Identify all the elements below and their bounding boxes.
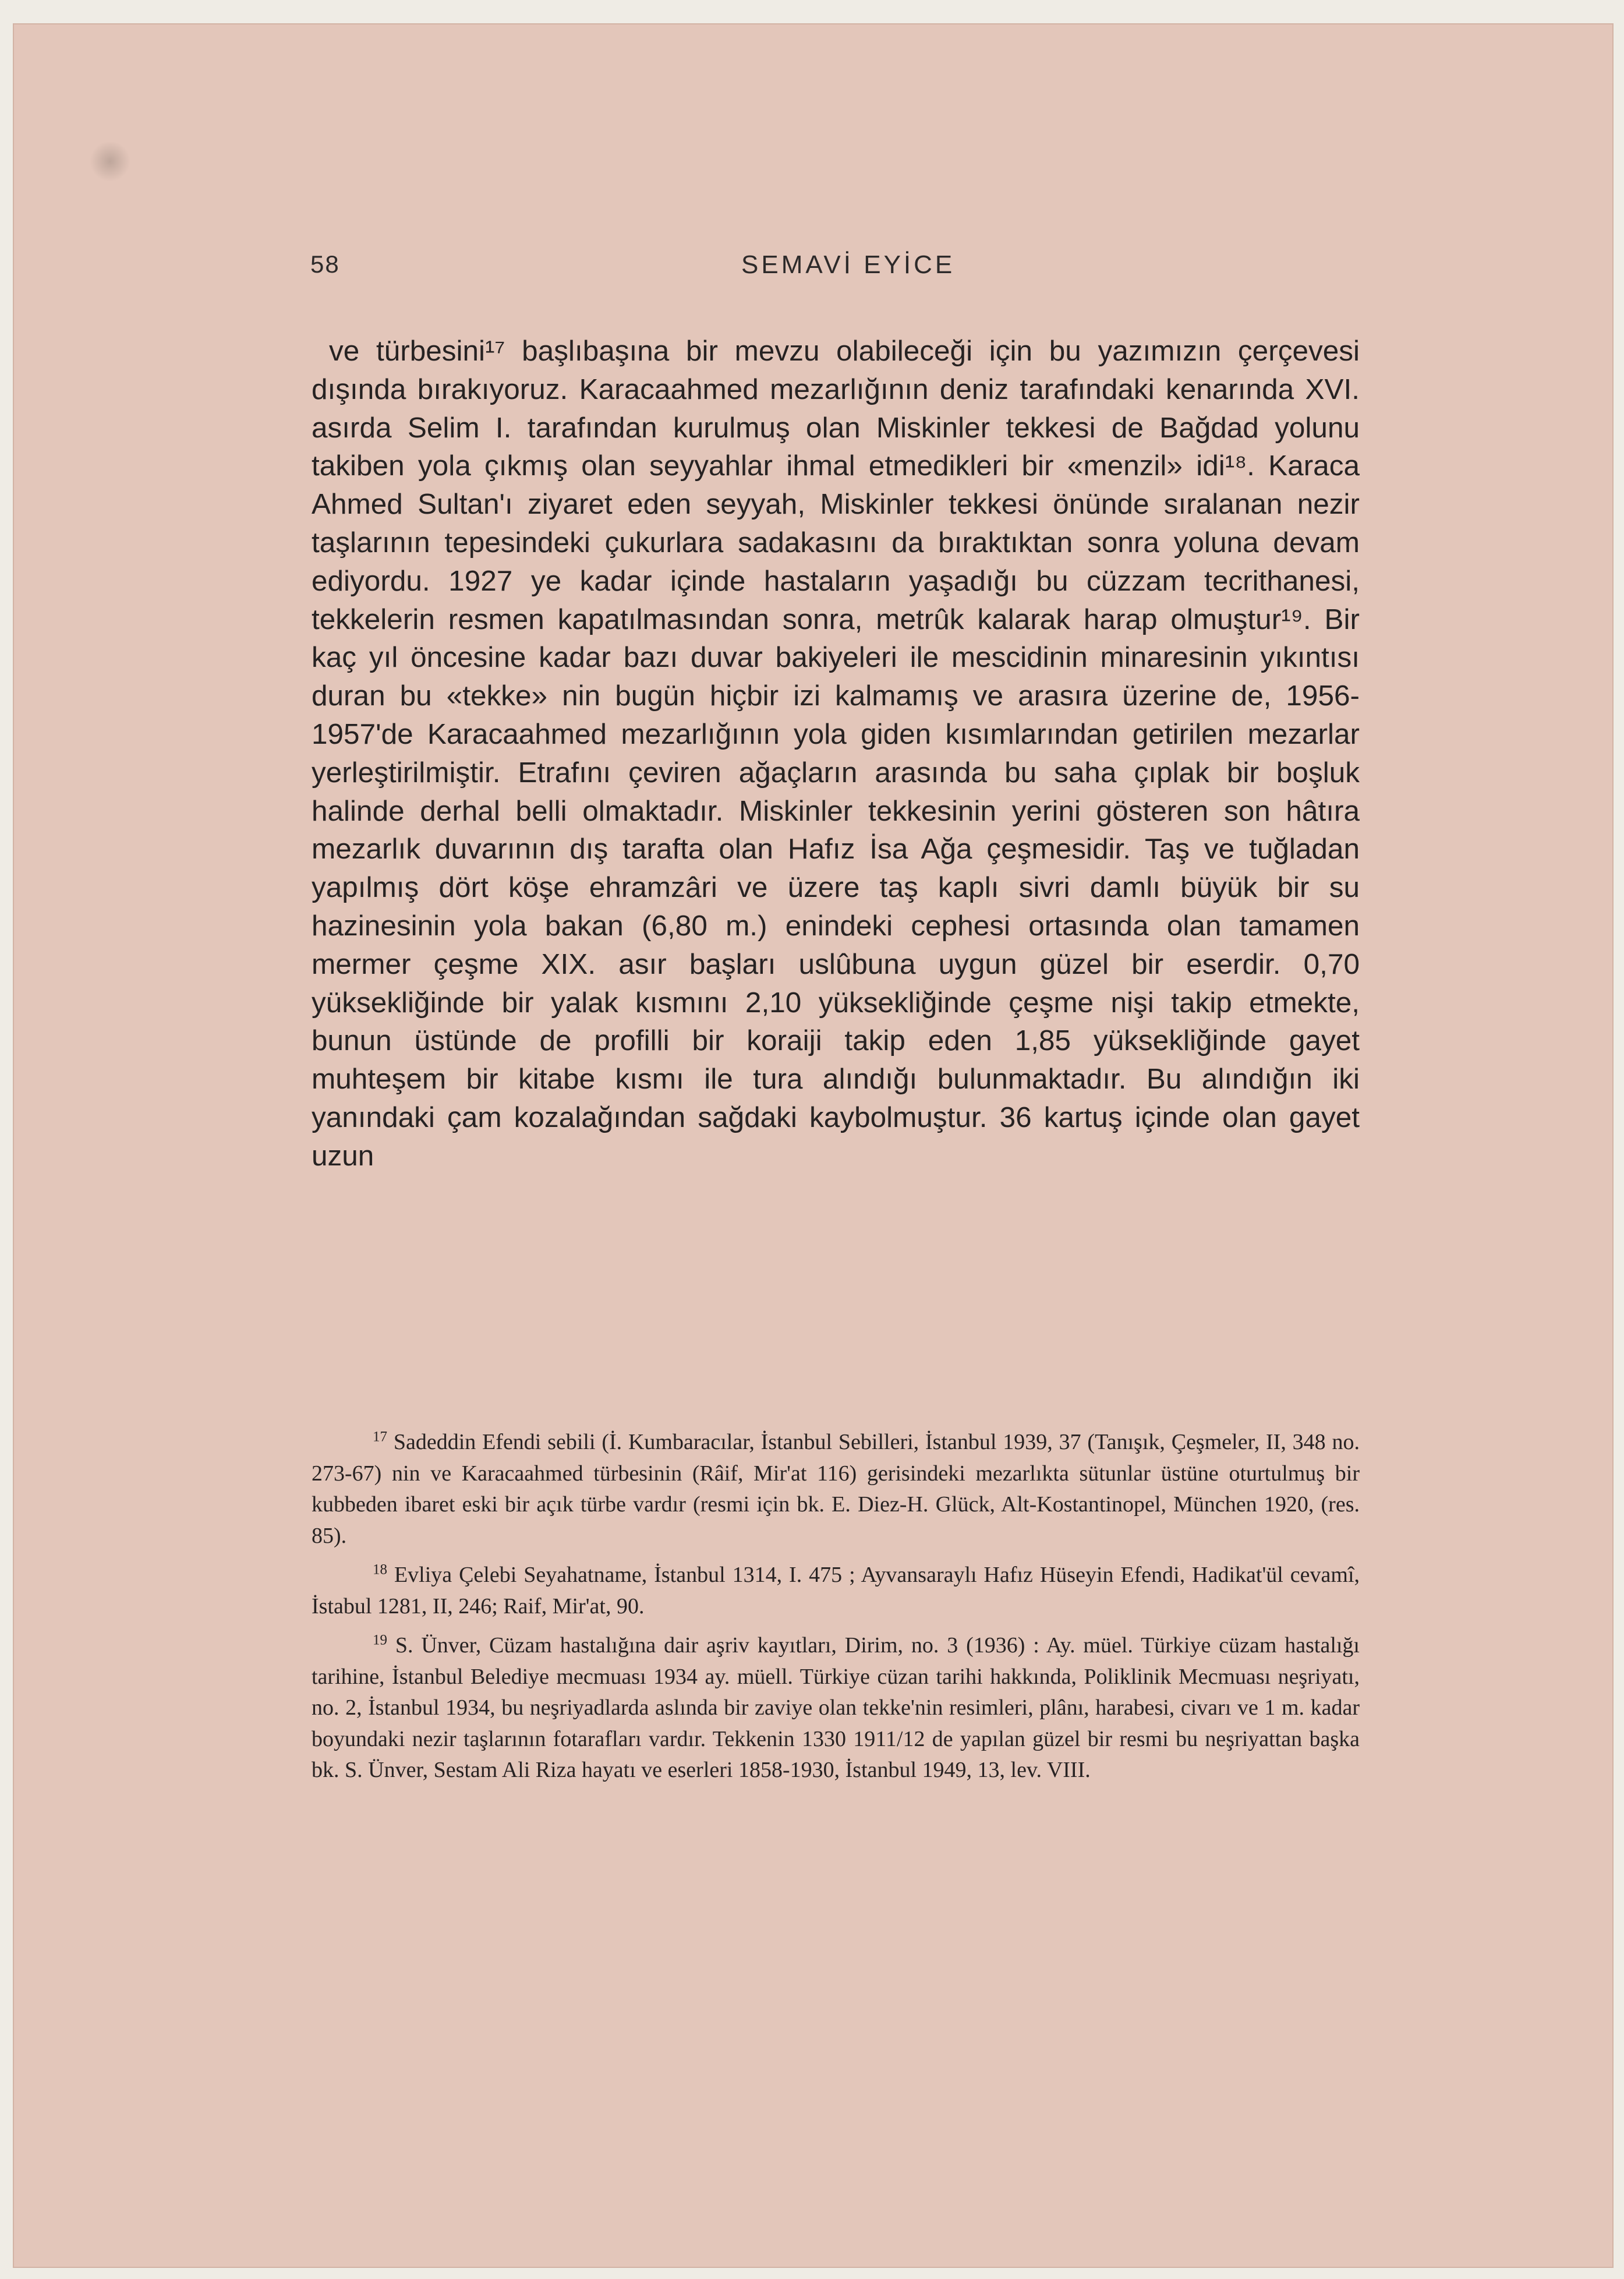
- body-paragraph: ve türbesini¹⁷ başlıbaşına bir mevzu olabileceği için bu yazımızın çerçevesi dışında bırakıyoruz. Karacaahmed mezarlığının deniz tarafındaki kenarında XVI. asırda Selim I. tarafından kurulmuş olan Miskinler tekkesi de Bağdad yolunu takiben yola çıkmış olan seyyahlar ihmal etmedikleri bir «menzil» idi¹⁸. Karaca Ahmed Sultan'ı ziyaret eden seyyah, Miskinler tekkesi önünde sıralanan nezir taşlarının tepesindeki çukurlara sadakasını da bıraktıktan sonra yoluna devam ediyordu. 1927 ye kadar içinde hastaların yaşadığı bu cüzzam tecrithanesi, tekkelerin resmen kapatılmasından sonra, metrûk kalarak harap olmuştur¹⁹. Bir kaç yıl öncesine kadar bazı duvar bakiyeleri ile mescidinin minaresinin yıkıntısı duran bu «tekke» nin bugün hiçbir izi kalmamış ve arasıra üzerine de, 1956-1957'de Karacaahmed mezarlığının yola giden kısımlarından getirilen mezarlar yerleştirilmiştir. Etrafını çeviren ağaçların arasında bu saha çıplak bir boşluk halinde derhal belli olmaktadır. Miskinler tekkesinin yerini gösteren son hâtıra mezarlık duvarının dış tarafta olan Hafız İsa Ağa çeşmesidir. Taş ve tuğladan yapılmış dört köşe ehramzâri ve üzere taş kaplı sivri damlı büyük bir su hazinesinin yola bakan (6,80 m.) enindeki cephesi ortasında olan tamamen mermer çeşme XIX. asır başları uslûbuna uygun güzel bir eserdir. 0,70 yüksekliğinde bir yalak kısmını 2,10 yüksekliğinde çeşme nişi takip etmekte, bunun üstünde de profilli bir koraiji takip eden 1,85 yüksekliğinde gayet muhteşem bir kitabe kısmı ile tura alındığı bulunmaktadır. Bu alındığın iki yanındaki çam kozalağından sağdaki kaybolmuştur. 36 kartuş içinde olan gayet uzun: [312, 335, 1360, 1172]
- footnote-text: Sadeddin Efendi sebili (İ. Kumbaracılar, İstanbul Sebilleri, İstanbul 1939, 37 (Tanışık, Çeşmeler, II, 348 no. 273-67) nin ve Karacaahmed türbesinin (Râif, Mir'at 116) gerisindeki mezarlıkta sütunlar üstüne oturtulmuş bir kubbeden ibaret eski bir açık türbe vardır (resmi için bk. E. Diez-H. Glück, Alt-Kostantinopel, München 1920, (res. 85).: [312, 1430, 1360, 1548]
- footnote-19: [312, 1630, 1360, 1786]
- running-head: SEMAVİ EYİCE: [741, 250, 956, 279]
- footnote-text: Evliya Çelebi Seyahatname, İstanbul 1314, I. 475 ; Ayvansaraylı Hafız Hüseyin Efendi, Hadikat'ül cevamî, İstabul 1281, II, 246; Raif, Mir'at, 90.: [312, 1563, 1360, 1619]
- footnote-text: S. Ünver, Cüzam hastalığına dair aşriv kayıtları, Dirim, no. 3 (1936) : Ay. müel. Türkiye cüzam hastalığı tarihine, İstanbul Belediye mecmuası 1934 ay. müell. Türkiye cüzan tarihi hakkında, Poliklinik Mecmuası neşriyatı, no. 2, İstanbul 1934, bu neşriyadlarda aslında bir zaviye olan tekke'nin resimleri, plânı, harabesi, civarı ve 1 m. kadar boyundaki nezir taşlarının fotarafları vardır. Tekkenin 1330 1911/12 de yapılan güzel bir resmi bu neşriyattan başka bk. S. Ünver, Sestam Ali Riza hayatı ve eserleri 1858-1930, İstanbul 1949, 13, lev. VIII.: [312, 1633, 1360, 1782]
- page-header: [310, 250, 1358, 291]
- footnote-18: [312, 1560, 1360, 1622]
- footnote-17: [312, 1427, 1360, 1552]
- footnote-number: 19: [373, 1632, 387, 1648]
- paper-stain: [90, 141, 130, 182]
- footnote-number: 17: [373, 1429, 387, 1445]
- page-number: 58: [310, 250, 340, 278]
- footnotes: [312, 1427, 1360, 1794]
- footnote-number: 18: [373, 1561, 387, 1578]
